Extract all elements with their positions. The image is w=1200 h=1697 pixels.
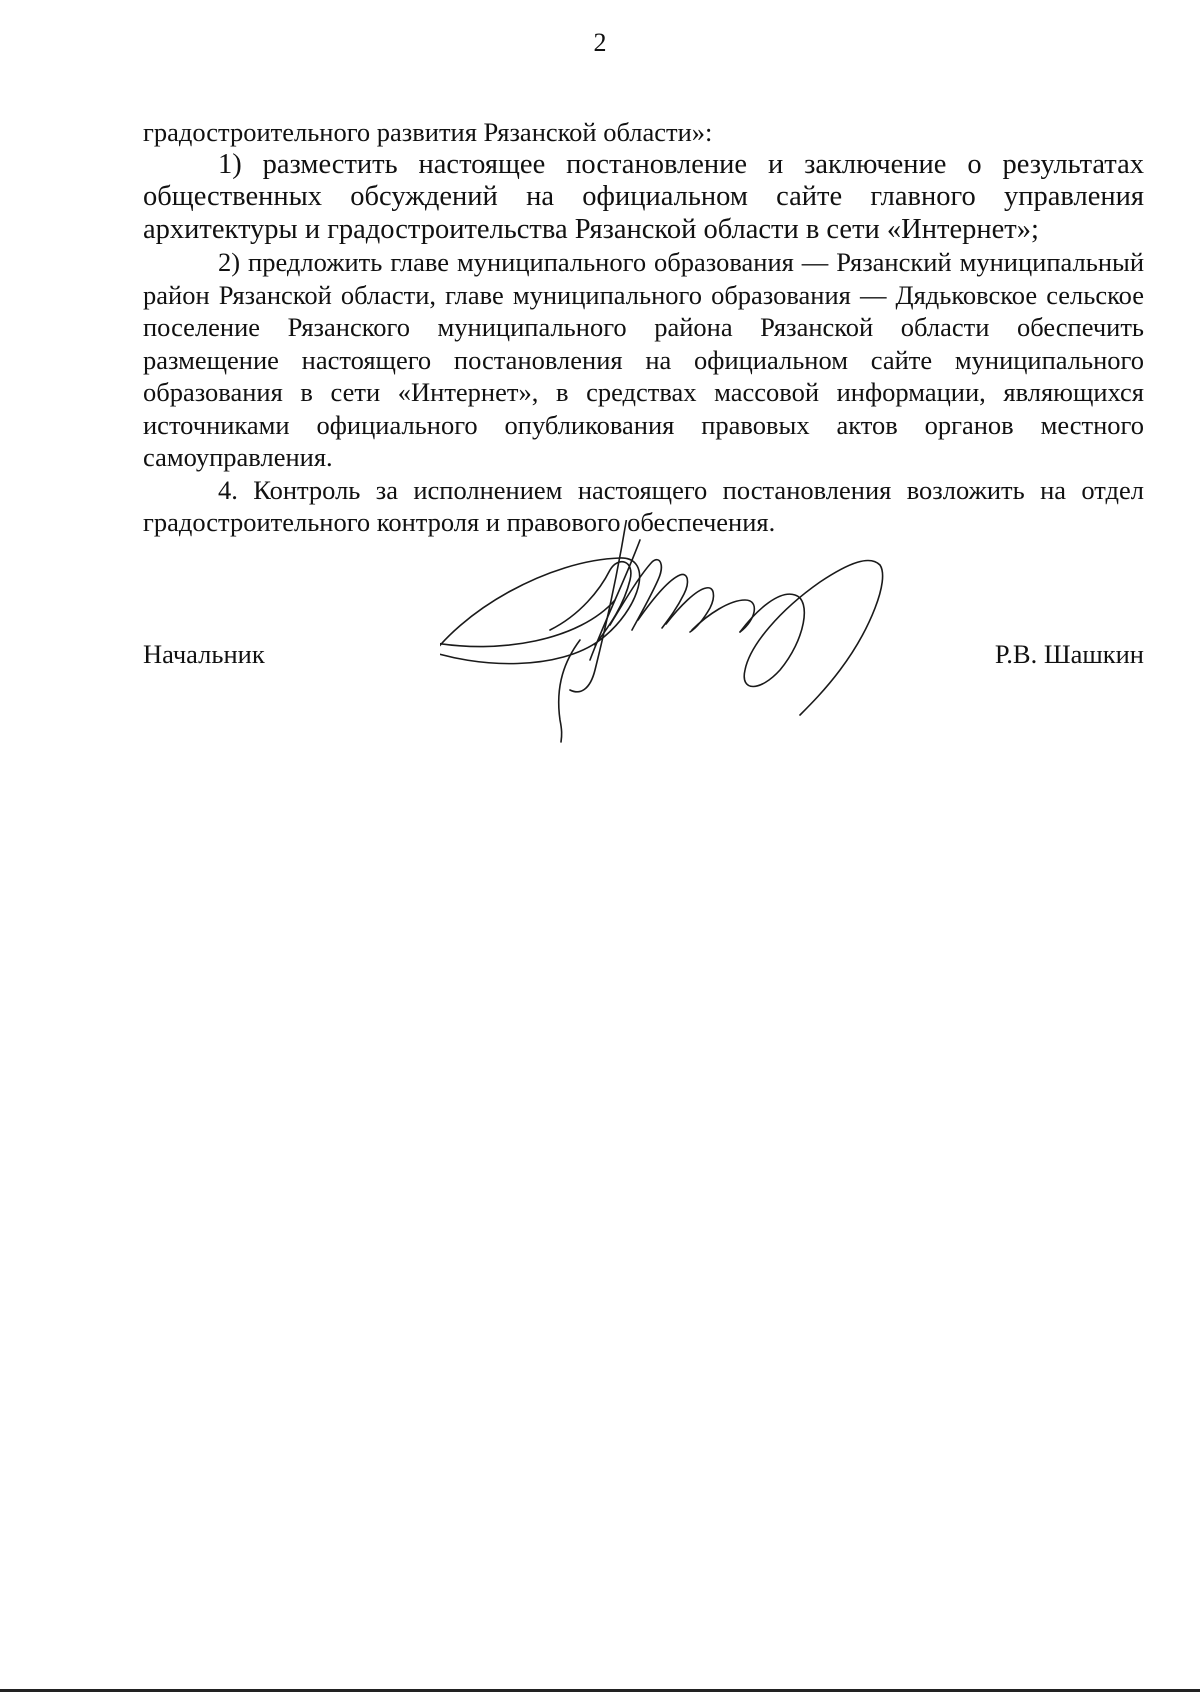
document-body <box>143 116 1144 539</box>
paragraph-item-4: 4. Контроль за исполнением настоящего постановления возложить на отдел градостроительного контроля и правового обеспечения. <box>143 474 1144 537</box>
signatory-name: Р.В. Шашкин <box>994 639 1144 669</box>
paragraph-item-2: 2) предложить главе муниципального образования — Рязанский муниципальный район Рязанской области, главе муниципального образования — Дядьковское сельское поселение Рязанского муниципального района Рязанской области обеспечить размещение настоящего постановления на официальном сайте муниципального образования в сети «Интернет», в средствах массовой информации, являющихся источниками официального опубликования правовых актов органов местного самоуправления. <box>143 247 1144 472</box>
bottom-page-edge <box>0 1689 1200 1692</box>
paragraph-continuation: градостроительного развития Рязанской области»: <box>143 117 713 147</box>
page-number: 2 <box>593 28 607 57</box>
signatory-title: Начальник <box>143 639 265 669</box>
paragraph-item-1: 1) разместить настоящее постановление и заключение о результатах общественных обсуждений на официальном сайте главного управления архитектуры и градостроительства Рязанской области в сети «Интернет»; <box>143 148 1144 245</box>
handwritten-signature <box>440 520 940 760</box>
